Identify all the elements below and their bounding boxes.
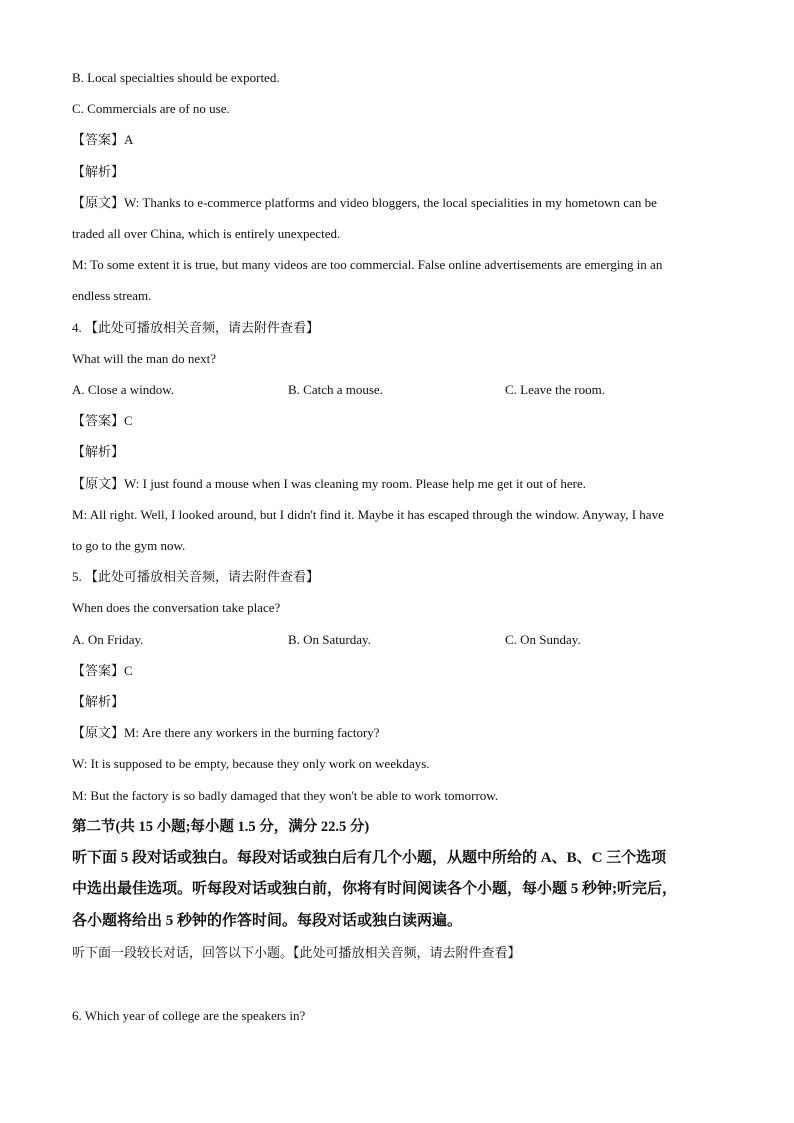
q3-transcript-line: traded all over China, which is entirely unexpected. bbox=[72, 226, 341, 242]
q5-transcript-line: W: It is supposed to be empty, because they only work on weekdays. bbox=[72, 756, 430, 772]
q4-transcript-line: to go to the gym now. bbox=[72, 538, 186, 554]
q3-option-c: C. Commercials are of no use. bbox=[72, 101, 230, 117]
q5-transcript-line: M: But the factory is so badly damaged that they won't be able to work tomorrow. bbox=[72, 787, 499, 803]
q4-options bbox=[72, 374, 732, 405]
q4-transcript-line: M: All right. Well, I looked around, but I didn't find it. Maybe it has escaped through the window. Anyway, I have bbox=[72, 506, 664, 522]
q3-transcript-line: M: To some extent it is true, but many videos are too commercial. False online advertisements are emerging in an bbox=[72, 257, 663, 273]
q3-transcript-line: 【原文】W: Thanks to e-commerce platforms and video bloggers, the local specialities in my hometown can be bbox=[72, 194, 657, 210]
section-2-instructions-line: 中选出最佳选项。听每段对话或独白前，你将有时间阅读各个小题，每小题 5 秒钟;听完后， bbox=[72, 881, 677, 898]
q3-analysis-label: 【解析】 bbox=[72, 163, 125, 179]
section-2-title: 第二节(共 15 小题;每小题 1.5 分，满分 22.5 分) bbox=[72, 818, 370, 835]
q5-analysis-label: 【解析】 bbox=[72, 694, 125, 710]
q5-transcript-line: 【原文】M: Are there any workers in the burning factory? bbox=[72, 725, 380, 741]
q4-option-c: C. Leave the room. bbox=[505, 382, 605, 398]
q6-question: 6. Which year of college are the speakers in? bbox=[72, 1007, 306, 1023]
q3-option-b: B. Local specialties should be exported. bbox=[72, 70, 280, 85]
q4-option-b: B. Catch a mouse. bbox=[288, 382, 383, 398]
document-page bbox=[72, 62, 732, 1031]
q4-analysis-label: 【解析】 bbox=[72, 444, 125, 460]
q3-answer: 【答案】A bbox=[72, 132, 134, 148]
q4-question: What will the man do next? bbox=[72, 350, 217, 366]
section-2-instructions-line: 各小题将给出 5 秒钟的作答时间。每段对话或独白读两遍。 bbox=[72, 912, 463, 929]
q5-options bbox=[72, 624, 732, 655]
q5-option-b: B. On Saturday. bbox=[288, 631, 371, 647]
q3-transcript-line: endless stream. bbox=[72, 288, 152, 304]
q5-answer: 【答案】C bbox=[72, 662, 133, 678]
q4-transcript-line: 【原文】W: I just found a mouse when I was cleaning my room. Please help me get it out of here. bbox=[72, 475, 586, 491]
q5-option-c: C. On Sunday. bbox=[505, 631, 581, 647]
q4-header: 4. 【此处可播放相关音频，请去附件查看】 bbox=[72, 319, 320, 335]
dialog-intro: 听下面一段较长对话，回答以下小题。【此处可播放相关音频，请去附件查看】 bbox=[72, 945, 521, 961]
blank-gap bbox=[72, 969, 732, 1000]
q5-option-a: A. On Friday. bbox=[72, 631, 144, 647]
q5-header: 5. 【此处可播放相关音频，请去附件查看】 bbox=[72, 569, 320, 585]
section-2-instructions-line: 听下面 5 段对话或独白。每段对话或独白后有几个小题，从题中所给的 A、B、C 三个选项 bbox=[72, 849, 667, 866]
q5-question: When does the conversation take place? bbox=[72, 600, 281, 616]
q4-option-a: A. Close a window. bbox=[72, 382, 175, 398]
q4-answer: 【答案】C bbox=[72, 413, 133, 429]
